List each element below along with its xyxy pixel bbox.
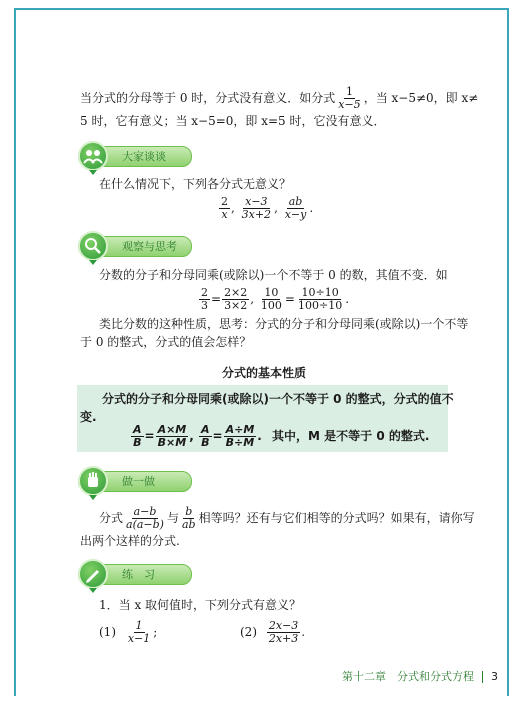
section-discuss-label: 大家谈谈: [122, 150, 166, 163]
fraction-denominator: 2x+3: [268, 632, 299, 645]
fraction-numerator: ab: [288, 195, 303, 208]
fraction-numerator: 1: [345, 85, 353, 98]
fraction-denominator: a(a−b): [126, 518, 164, 531]
intro-text-b: ，当 x−5≠0，即 x≠: [363, 91, 479, 105]
people-discussion-icon: [78, 141, 108, 171]
intro-text-a: 当分式的分母等于 0 时，分式没有意义．如分式: [80, 91, 336, 105]
section-try-label: 做一做: [122, 475, 155, 488]
intro-fraction: [336, 86, 362, 111]
try-line-1: [99, 506, 475, 531]
fraction-numerator: 2x−3: [268, 619, 299, 632]
fraction-numerator: 2: [201, 286, 208, 299]
fraction-numerator: A×M: [157, 423, 187, 436]
practice-part-1: (1) $\frac{1}{x-1}$ ;: [99, 619, 158, 645]
pencil-icon: [78, 559, 108, 589]
section-pointer: [89, 588, 97, 593]
intro-line-2: 5 时，它有意义；当 x−5=0，即 x=5 时，它没有意义．: [80, 114, 386, 128]
fraction-denominator: 100÷10: [297, 299, 343, 312]
section-observe-label: 观察与思考: [122, 240, 177, 253]
page-number: 3: [491, 670, 498, 683]
fraction-numerator: 10: [264, 286, 279, 299]
discuss-fractions: $\frac{2}{x}$ , $\frac{x-3}{3x+2}$ , $\frac{ab}{x-y}$ .: [221, 195, 314, 221]
fraction-denominator: 3: [201, 299, 208, 312]
fraction-numerator: A÷M: [225, 423, 255, 436]
section-practice-label: 练 习: [122, 568, 155, 581]
fraction-numerator: x−3: [245, 195, 268, 208]
page-footer: [342, 668, 498, 684]
fraction-denominator: x−1: [127, 632, 151, 645]
part-label: (1): [99, 625, 116, 639]
try-tail: 相等吗？还有与它们相等的分式吗？如果有，请你写: [198, 511, 475, 525]
discuss-question: 在什么情况下，下列各分式无意义？: [99, 177, 292, 191]
fraction-numerator: 1: [135, 619, 143, 632]
section-pointer: [89, 170, 97, 175]
chapter-title: 第十二章 分式和分式方程: [342, 670, 474, 683]
property-note: 其中，M 是不等于 0 的整式.: [272, 429, 430, 443]
fraction-numerator: 2: [221, 195, 228, 208]
observe-line-1: 分数的分子和分母同乘(或除以)一个不等于 0 的数，其值不变．如: [99, 268, 448, 282]
section-pointer: [89, 260, 97, 265]
intro-line-1: [80, 86, 478, 111]
fraction-denominator: 100: [260, 299, 282, 312]
magnifier-icon: [78, 231, 108, 261]
observe-example: $\frac{2}{3}$ = $\frac{2\times 2}{3\times 2}$ , $\frac{10}{100}$ = $\frac{10\div 10}{100\div 10}$ .: [201, 286, 350, 312]
section-observe-header: [78, 233, 198, 259]
fraction-denominator: x−5: [338, 98, 361, 111]
observe-line-2: 类比分数的这种性质，思考：分式的分子和分母同乘(或除以)一个不等: [99, 317, 469, 331]
observe-line-3: 于 0 的整式，分式的值会怎样？: [80, 335, 252, 349]
property-line-2: 变.: [80, 410, 97, 424]
fraction-denominator: 3x+2: [241, 208, 272, 221]
section-practice-header: [78, 561, 198, 587]
fraction-denominator: B: [201, 436, 210, 449]
fraction-denominator: ab: [182, 518, 196, 531]
fraction-denominator: B×M: [157, 436, 187, 449]
property-formula: $\frac{A}{B}$ = $\frac{A\times M}{B\times M}$ , $\frac{A}{B}$ = $\frac{A\div M}{B\div M}$ . 其中，M 是不等于 0 的整式.: [133, 423, 430, 449]
fraction-numerator: A: [133, 423, 142, 436]
fraction-denominator: B: [133, 436, 142, 449]
fraction-numerator: 2×2: [224, 286, 248, 299]
try-line-2: 出两个这样的分式.: [80, 534, 180, 548]
try-mid: 与: [166, 511, 179, 525]
fraction-denominator: x: [221, 208, 228, 221]
hand-icon: [78, 466, 108, 496]
fraction-numerator: b: [185, 505, 193, 518]
try-lead: 分式: [99, 511, 124, 525]
fraction-numerator: A: [201, 423, 210, 436]
fraction-numerator: a−b: [133, 505, 157, 518]
section-pointer: [89, 495, 97, 500]
practice-part-2: (2) $\frac{2x-3}{2x+3}$ .: [240, 619, 306, 645]
fraction-denominator: B÷M: [225, 436, 255, 449]
part-label: (2): [240, 625, 257, 639]
fraction-numerator: 10÷10: [301, 286, 339, 299]
fraction-denominator: 3×2: [224, 299, 248, 312]
property-title: 分式的基本性质: [222, 366, 307, 380]
fraction-denominator: x−y: [284, 208, 307, 221]
section-discuss-header: [78, 143, 198, 169]
footer-divider: [482, 671, 483, 683]
section-try-header: [78, 468, 198, 494]
practice-question-1: 1．当 x 取何值时，下列分式有意义？: [99, 598, 302, 612]
property-line-1: 分式的分子和分母同乘(或除以)一个不等于 0 的整式，分式的值不: [102, 392, 454, 406]
